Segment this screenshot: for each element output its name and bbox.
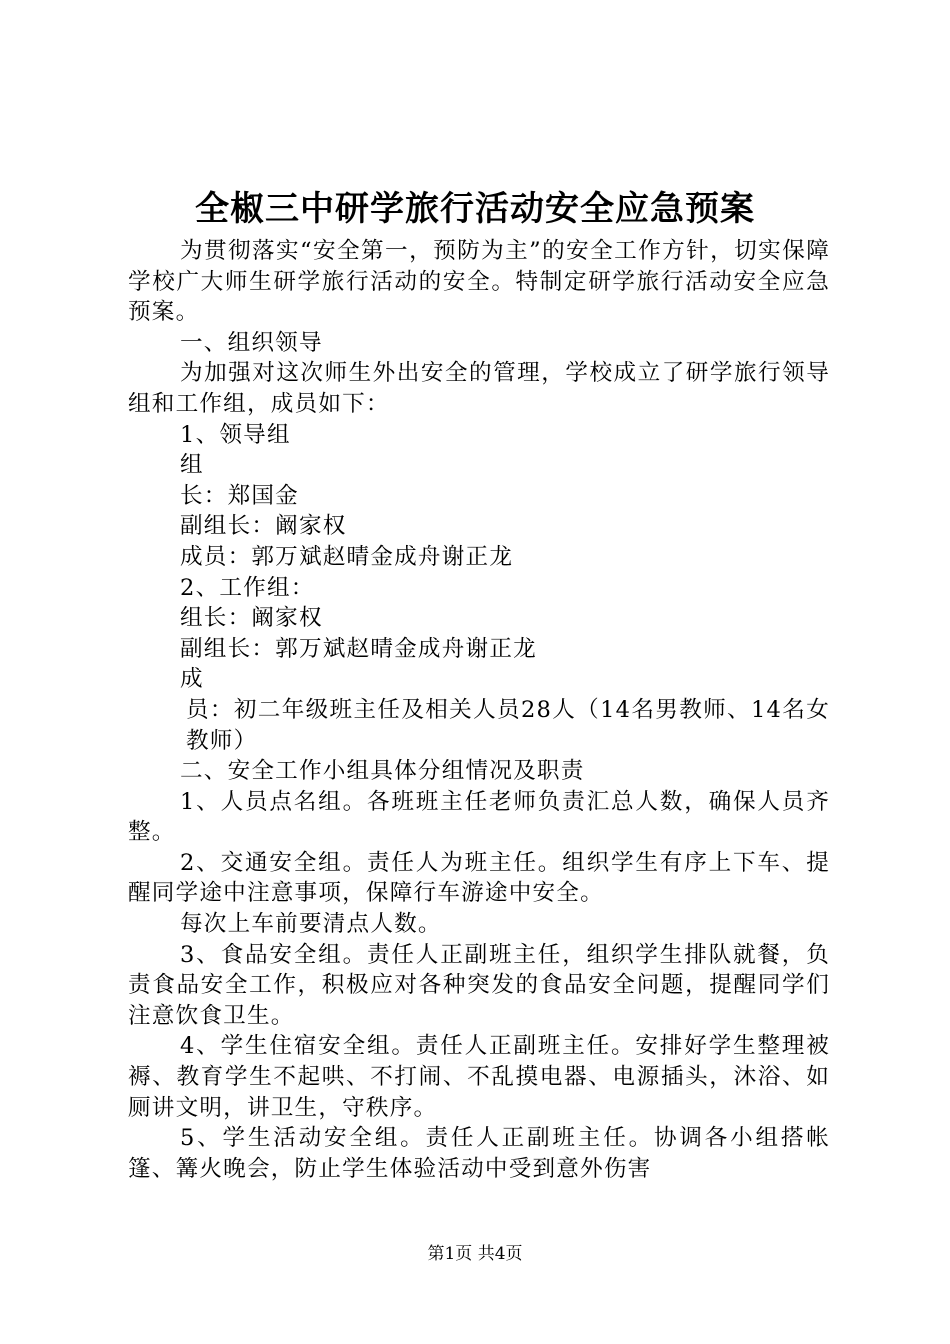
intro-paragraph: 为贯彻落实“安全第一，预防为主”的安全工作方针，切实保障学校广大师生研学旅行活动的安全。特制定研学旅行活动安全应急预案。 xyxy=(128,238,830,326)
leadership-group-label-fragment: 组 xyxy=(180,452,204,479)
duty-roll-call-group: 1、人员点名组。各班班主任老师负责汇总人数，确保人员齐整。 xyxy=(128,788,830,846)
organization-paragraph: 为加强对这次师生外出安全的管理，学校成立了研学旅行领导组和工作组，成员如下： xyxy=(128,360,830,417)
section-heading-safety-groups: 二、安全工作小组具体分组情况及职责 xyxy=(180,758,585,785)
duty-accommodation-safety-group: 4、学生住宿安全组。责任人正副班主任。安排好学生整理被褥、教育学生不起哄、不打闹、不乱摸电器、电源插头，沐浴、如厕讲文明，讲卫生，守秩序。 xyxy=(128,1033,830,1121)
work-group-heading: 2、工作组： xyxy=(180,574,315,601)
work-group-leader: 组长：阚家权 xyxy=(180,605,323,632)
leadership-group-deputy: 副组长：阚家权 xyxy=(180,513,347,540)
document-body xyxy=(128,236,830,1184)
section-heading-organization: 一、组织领导 xyxy=(180,329,323,356)
document-title: 全椒三中研学旅行活动安全应急预案 xyxy=(195,189,755,229)
page-number-footer: 第1页 共4页 xyxy=(427,1244,523,1264)
duty-traffic-safety-group: 2、交通安全组。责任人为班主任。组织学生有序上下车、提醒同学途中注意事项，保障行车游途中安全。 xyxy=(128,849,830,907)
leadership-group-heading: 1、领导组 xyxy=(180,421,291,448)
work-group-members: 员：初二年级班主任及相关人员28人（14名男教师、14名女教师） xyxy=(186,696,830,754)
duty-food-safety-group: 3、食品安全组。责任人正副班主任，组织学生排队就餐，负责食品安全工作，积极应对各种突发的食品安全问题，提醒同学们注意饮食卫生。 xyxy=(128,941,830,1029)
leadership-group-leader: 长：郑国金 xyxy=(180,482,299,509)
duty-activity-safety-group: 5、学生活动安全组。责任人正副班主任。协调各小组搭帐篷、篝火晚会，防止学生体验活动中受到意外伤害 xyxy=(128,1125,830,1182)
work-group-members-label-fragment: 成 xyxy=(180,666,204,693)
duty-headcount-note: 每次上车前要清点人数。 xyxy=(180,911,442,938)
work-group-deputy: 副组长：郭万斌赵晴金成舟谢正龙 xyxy=(180,635,537,662)
leadership-group-members: 成员：郭万斌赵晴金成舟谢正龙 xyxy=(180,543,514,570)
